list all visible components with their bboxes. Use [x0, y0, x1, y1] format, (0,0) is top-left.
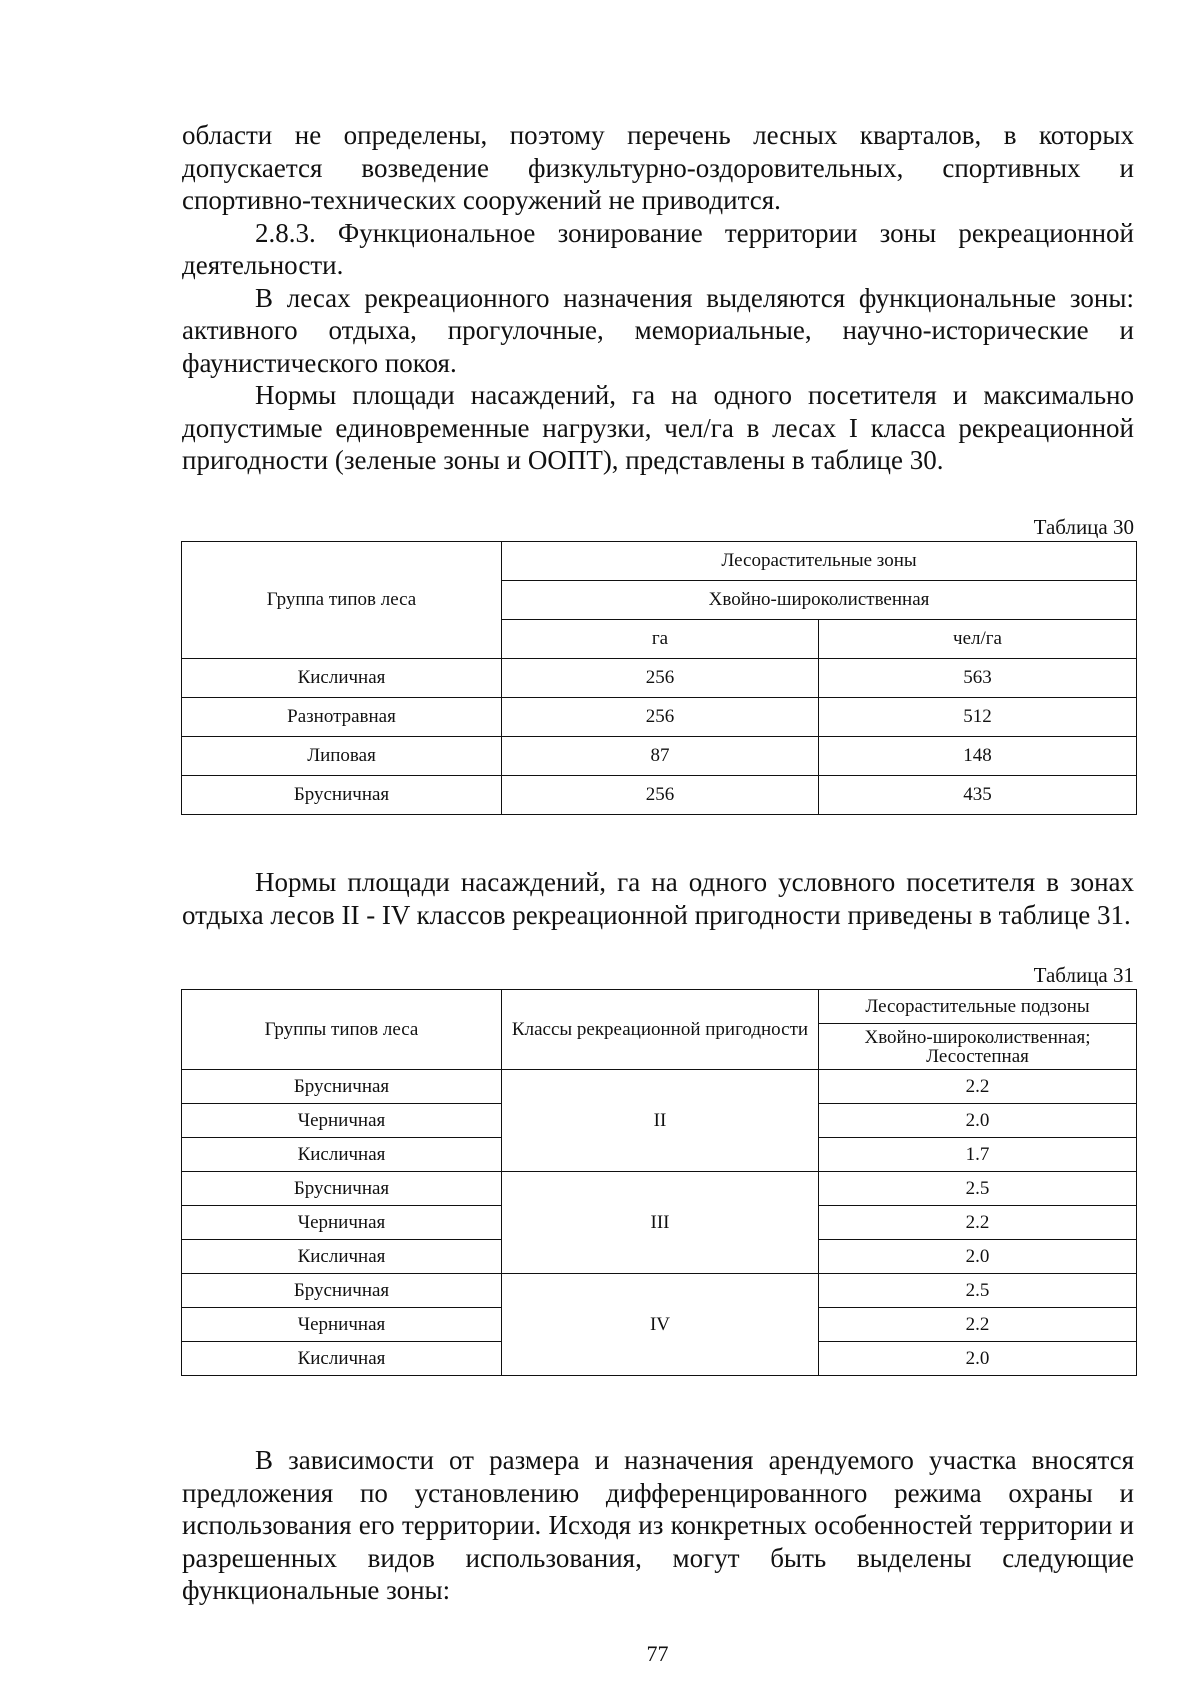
cell-value: 1.7: [819, 1138, 1137, 1172]
paragraph-table31-intro: Нормы площади насаждений, га на одного условного посетителя в зонах отдыха лесов II - IV классов рекреационной пригодности приведены в таблице 31.: [182, 867, 1134, 930]
cell-ha: 87: [502, 737, 819, 776]
header-ha: га: [502, 620, 819, 659]
cell-group: Брусничная: [182, 776, 502, 815]
table-row: [182, 659, 1137, 698]
cell-load: 435: [819, 776, 1137, 815]
cell-value: 2.2: [819, 1308, 1137, 1342]
cell-value: 2.5: [819, 1274, 1137, 1308]
cell-ha: 256: [502, 698, 819, 737]
cell-group: Кисличная: [182, 1240, 502, 1274]
table-row: [182, 1070, 1137, 1104]
cell-group: Кисличная: [182, 1342, 502, 1376]
cell-value: 2.0: [819, 1104, 1137, 1138]
table-row: [182, 1172, 1137, 1206]
table31-caption: Таблица 31: [1033, 963, 1134, 987]
cell-group: Черничная: [182, 1308, 502, 1342]
cell-group: Брусничная: [182, 1172, 502, 1206]
intro-text: [182, 119, 1134, 477]
middle-text: [182, 866, 1134, 931]
cell-value: 2.5: [819, 1172, 1137, 1206]
table-row: [182, 1274, 1137, 1308]
page-number: 77: [646, 1641, 669, 1666]
cell-group: Разнотравная: [182, 698, 502, 737]
paragraph-functional-zones: В лесах рекреационного назначения выделяются функциональные зоны: активного отдыха, прогулочные, мемориальные, научно-исторические и фаунистического покоя.: [182, 282, 1134, 378]
cell-value: 2.0: [819, 1342, 1137, 1376]
header-zone-names: Хвойно-широколиственная; Лесостепная: [819, 1024, 1137, 1070]
cell-ha: 256: [502, 776, 819, 815]
header-group: Группы типов леса: [182, 990, 502, 1070]
cell-group: Липовая: [182, 737, 502, 776]
cell-group: Брусничная: [182, 1274, 502, 1308]
paragraph-continuation: области не определены, поэтому перечень лесных кварталов, в которых допускается возведение физкультурно-оздоровительных, спортивных и спортивно-технических сооружений не приводится.: [182, 120, 1134, 215]
cell-value: 2.0: [819, 1240, 1137, 1274]
table-row: [182, 776, 1137, 815]
cell-load: 148: [819, 737, 1137, 776]
header-class: Классы рекреационной пригодности: [502, 990, 819, 1070]
header-subzones: Лесорастительные подзоны: [819, 990, 1137, 1024]
section-heading-2-8-3: 2.8.3. Функциональное зонирование территории зоны рекреационной деятельности.: [182, 217, 1134, 280]
cell-class: III: [502, 1172, 819, 1274]
cell-value: 2.2: [819, 1206, 1137, 1240]
header-group: Группа типов леса: [182, 542, 502, 659]
cell-value: 2.2: [819, 1070, 1137, 1104]
header-zones: Лесорастительные зоны: [502, 542, 1137, 581]
cell-load: 512: [819, 698, 1137, 737]
cell-group: Кисличная: [182, 1138, 502, 1172]
header-load: чел/га: [819, 620, 1137, 659]
table-30: [181, 541, 1137, 815]
paragraph-zones-list-intro: В зависимости от размера и назначения арендуемого участка вносятся предложения по установлению дифференцированного режима охраны и использования его территории. Исходя из конкретных особенностей территории и разрешенных видов использования, могут быть выделены следующие функциональные зоны:: [182, 1445, 1134, 1605]
table-row: [182, 737, 1137, 776]
cell-class: IV: [502, 1274, 819, 1376]
cell-group: Брусничная: [182, 1070, 502, 1104]
cell-group: Кисличная: [182, 659, 502, 698]
table30-caption: Таблица 30: [1033, 515, 1134, 539]
cell-group: Черничная: [182, 1206, 502, 1240]
bottom-text: [182, 1444, 1134, 1607]
cell-class: II: [502, 1070, 819, 1172]
table-row: [182, 698, 1137, 737]
cell-load: 563: [819, 659, 1137, 698]
cell-ha: 256: [502, 659, 819, 698]
cell-group: Черничная: [182, 1104, 502, 1138]
header-subzone: Хвойно-широколиственная: [502, 581, 1137, 620]
table-31: [181, 989, 1137, 1376]
paragraph-table30-intro: Нормы площади насаждений, га на одного посетителя и максимально допустимые единовременные нагрузки, чел/га в лесах I класса рекреационной пригодности (зеленые зоны и ООПТ), представлены в таблице 30.: [182, 380, 1134, 475]
